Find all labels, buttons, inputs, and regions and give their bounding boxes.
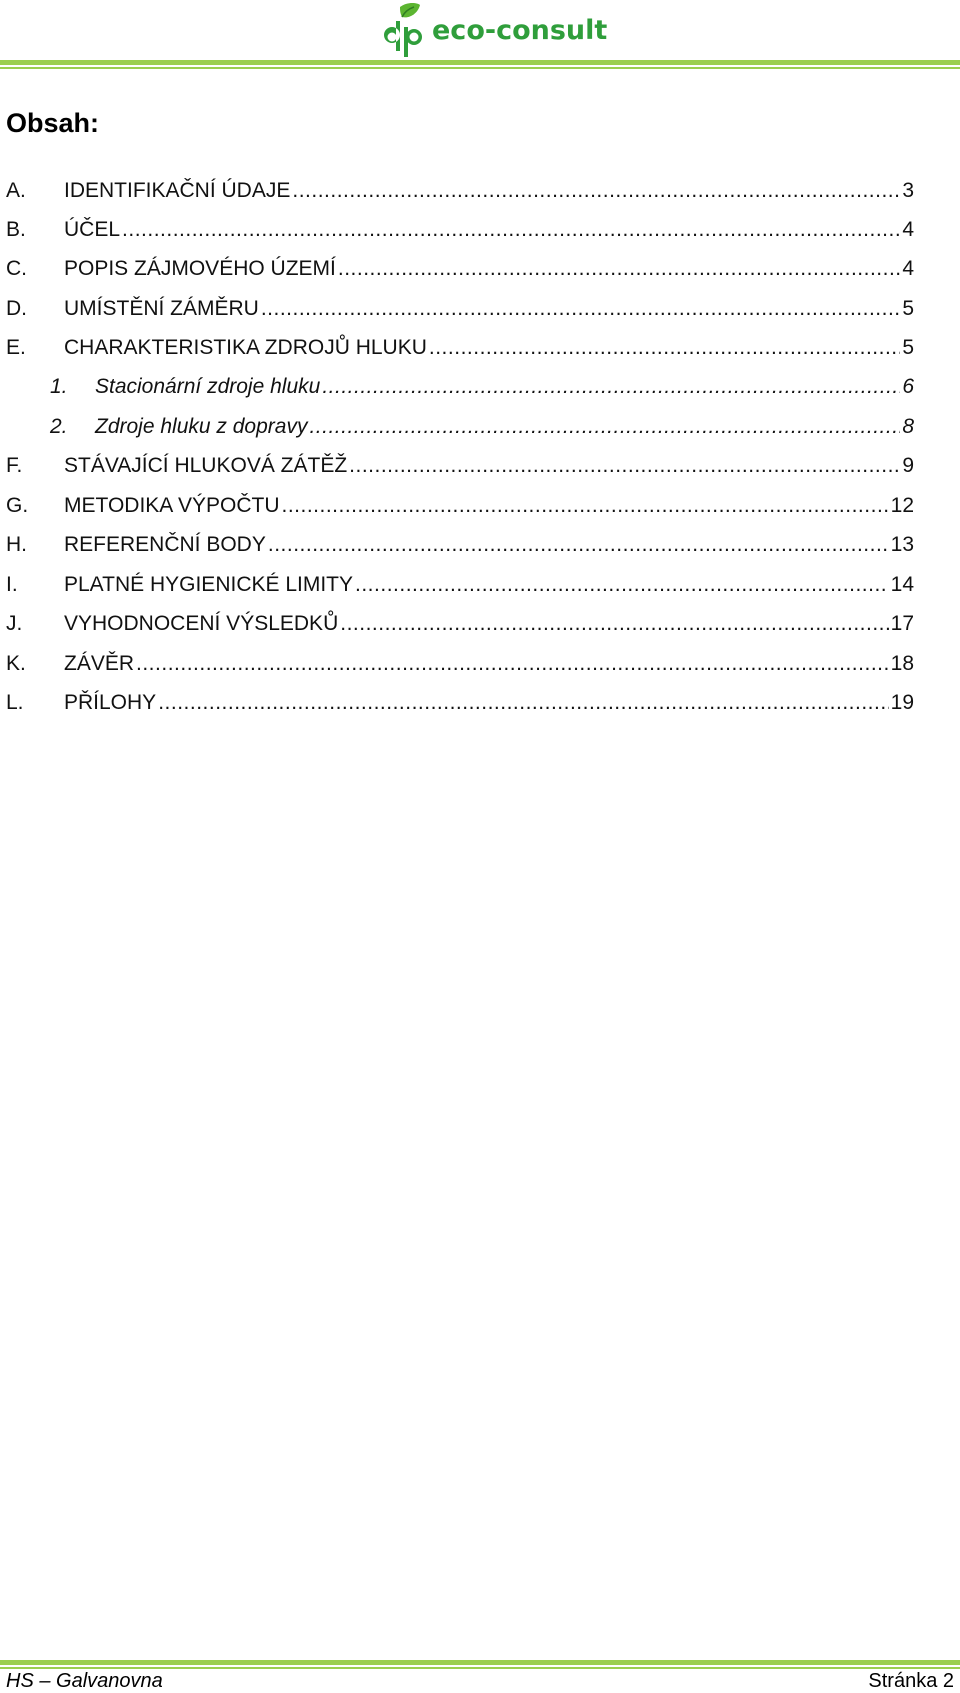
toc-entry[interactable] (0, 567, 914, 597)
toc-entry-page: 18 (890, 652, 914, 675)
toc-entry-number: F. (6, 454, 23, 477)
toc-entry-label: ZÁVĚR (64, 652, 135, 675)
toc-entry[interactable] (0, 448, 914, 478)
toc-entry-label: IDENTIFIKAČNÍ ÚDAJE (64, 179, 291, 202)
toc-dot-leader (158, 691, 888, 715)
company-logo (378, 0, 607, 60)
toc-entry-number: 2. (50, 415, 68, 438)
toc-entry-number: A. (6, 179, 26, 202)
toc-entry-page: 3 (902, 179, 914, 202)
toc-dot-leader (268, 533, 889, 557)
toc-dot-leader (338, 257, 900, 281)
toc-entry-label: Zdroje hluku z dopravy (95, 415, 308, 438)
toc-dot-leader (136, 652, 889, 676)
toc-entry-label: POPIS ZÁJMOVÉHO ÚZEMÍ (64, 257, 336, 280)
toc-entry-body (64, 257, 914, 281)
toc-dot-leader (349, 454, 900, 478)
toc-entry-body (95, 375, 914, 399)
toc-entry-body (64, 336, 914, 360)
toc-entry-page: 4 (902, 218, 914, 241)
toc-entry-body (64, 297, 914, 321)
toc-entry[interactable] (0, 527, 914, 557)
toc-entry[interactable] (0, 212, 914, 242)
toc-entry-label: ÚČEL (64, 218, 121, 241)
toc-entry-body (64, 533, 914, 557)
toc-entry-number: G. (6, 494, 29, 517)
toc-entry-body (64, 179, 914, 203)
footer-rule (0, 1660, 960, 1665)
toc-entry-number: I. (6, 573, 18, 596)
toc-entry[interactable] (0, 369, 914, 399)
toc-entry[interactable] (0, 606, 914, 636)
toc-entry-number: E. (6, 336, 26, 359)
toc-entry-body (64, 612, 914, 636)
toc-dot-leader (429, 336, 900, 360)
toc-dot-leader (122, 218, 900, 242)
toc-entry-number: 1. (50, 375, 68, 398)
toc-dot-leader (282, 494, 889, 518)
toc-entry-label: PŘÍLOHY (64, 691, 157, 714)
toc-entry-number: D. (6, 297, 27, 320)
toc-entry-label: Stacionární zdroje hluku (95, 375, 321, 398)
toc-entry-number: K. (6, 652, 26, 675)
toc-entry-page: 13 (890, 533, 914, 556)
toc-entry[interactable] (0, 251, 914, 281)
toc-entry-body (64, 652, 914, 676)
toc-entry[interactable] (0, 646, 914, 676)
toc-entry[interactable] (0, 291, 914, 321)
toc-entry-number: C. (6, 257, 27, 280)
toc-dot-leader (309, 415, 900, 439)
toc-entry-number: J. (6, 612, 23, 635)
toc-entry-body (64, 691, 914, 715)
toc-dot-leader (292, 179, 900, 203)
toc-entry-page: 5 (902, 336, 914, 359)
toc-entry-page: 4 (902, 257, 914, 280)
toc-dot-leader (322, 375, 900, 399)
toc-entry-label: METODIKA VÝPOČTU (64, 494, 280, 517)
toc-entry[interactable] (0, 488, 914, 518)
toc-entry[interactable] (0, 330, 914, 360)
toc-entry-page: 19 (890, 691, 914, 714)
toc-entry-body (64, 494, 914, 518)
footer-document-name: HS – Galvanovna (6, 1670, 163, 1692)
toc-entry-body (64, 218, 914, 242)
toc-entry-number: H. (6, 533, 27, 556)
toc-entry[interactable] (0, 173, 914, 203)
toc-dot-leader (355, 573, 889, 597)
toc-entry-label: PLATNÉ HYGIENICKÉ LIMITY (64, 573, 354, 596)
toc-entry[interactable] (0, 409, 914, 439)
leaf-dp-logo-icon (378, 1, 430, 59)
toc-entry-label: UMÍSTĚNÍ ZÁMĚRU (64, 297, 259, 320)
toc-entry-number: L. (6, 691, 24, 714)
footer-page-number: Stránka 2 (868, 1670, 954, 1692)
toc-entry-page: 5 (902, 297, 914, 320)
toc-entry-body (64, 573, 914, 597)
toc-entry-label: VYHODNOCENÍ VÝSLEDKŮ (64, 612, 339, 635)
toc-entry-body (64, 454, 914, 478)
logo-text: eco-consult (432, 14, 608, 46)
toc-entry-page: 8 (902, 415, 914, 438)
page-header (0, 0, 960, 80)
toc-entry-page: 9 (902, 454, 914, 477)
toc-entry-page: 14 (890, 573, 914, 596)
toc-dot-leader (340, 612, 888, 636)
toc-title: Obsah: (6, 108, 100, 138)
footer-rule-thin (0, 1667, 960, 1669)
toc-entry-page: 12 (890, 494, 914, 517)
toc-entry-number: B. (6, 218, 26, 241)
toc-entry-page: 17 (890, 612, 914, 635)
toc-entry-body (95, 415, 914, 439)
toc-entry-label: STÁVAJÍCÍ HLUKOVÁ ZÁTĚŽ (64, 454, 348, 477)
toc-dot-leader (261, 297, 900, 321)
toc-entry-label: REFERENČNÍ BODY (64, 533, 266, 556)
toc-entry[interactable] (0, 685, 914, 715)
header-rule-thin (0, 67, 960, 69)
toc-entry-page: 6 (902, 375, 914, 398)
toc-entry-label: CHARAKTERISTIKA ZDROJŮ HLUKU (64, 336, 427, 359)
header-rule (0, 60, 960, 65)
